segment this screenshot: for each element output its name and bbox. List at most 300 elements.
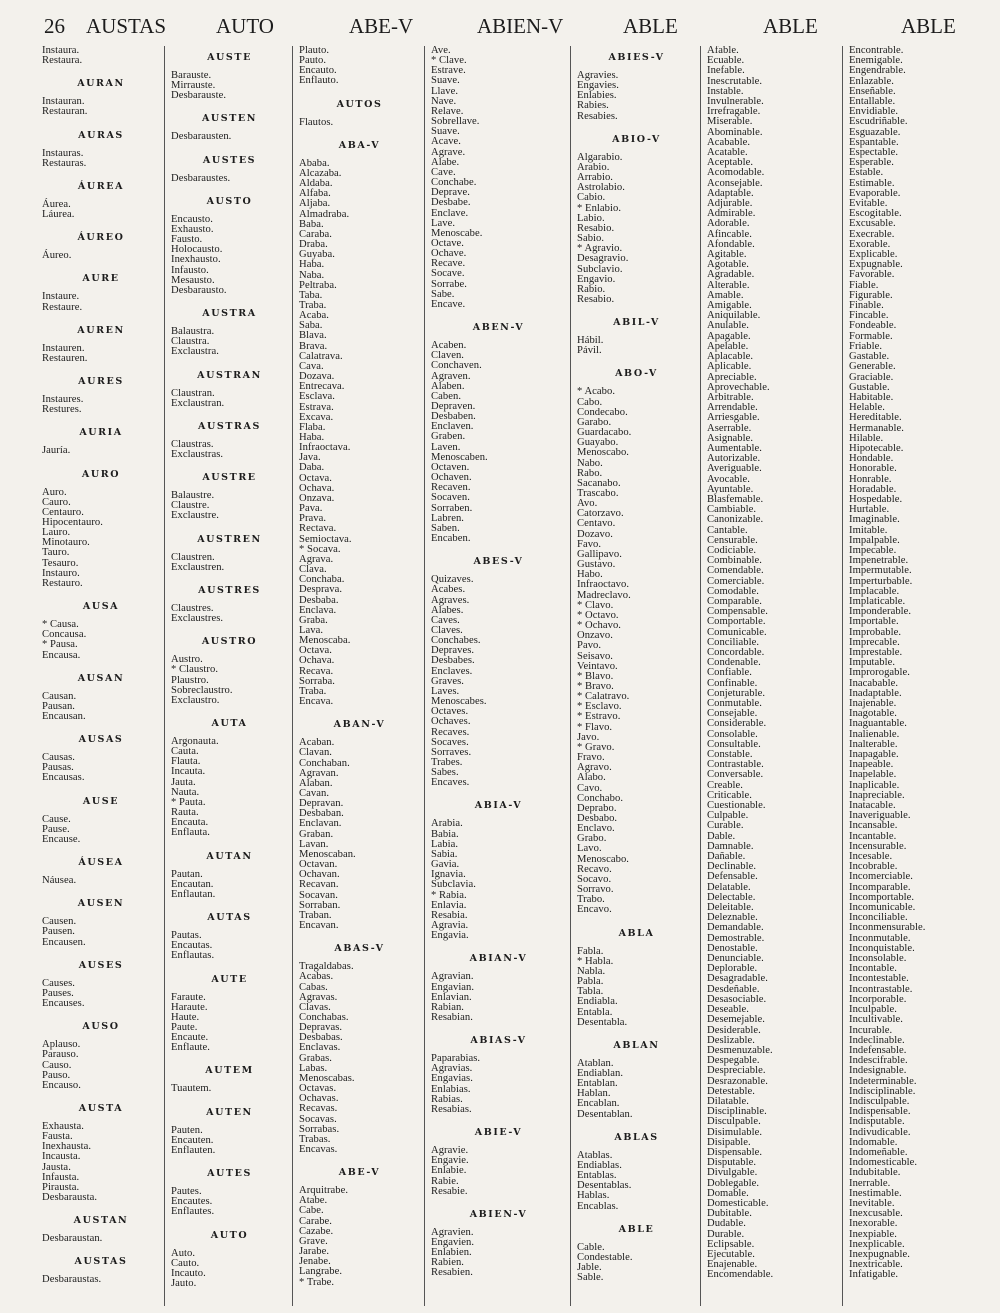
word-entry: Sorraban. (299, 899, 341, 911)
word-entry: Garabo. (577, 416, 612, 428)
column-4 (424, 46, 570, 1306)
word-entry: Delatable. (707, 881, 751, 893)
word-entry: Auro. (42, 486, 67, 498)
word-entry: Instaures. (42, 394, 84, 406)
word-entry: Causo. (42, 1059, 72, 1071)
word-entry: Ave. (431, 46, 451, 56)
word-entry: Guardacabo. (577, 427, 632, 439)
word-entry: Socavas. (299, 1113, 337, 1125)
word-entry: Inexhausto. (171, 254, 221, 266)
rhyme-heading: AUSAN (77, 672, 125, 684)
word-entry: Quizaves. (431, 574, 474, 586)
word-entry: Encontrable. (849, 46, 904, 56)
word-entry: Aplacable. (707, 351, 754, 363)
word-entry: * Gravo. (577, 741, 615, 753)
word-entry: Conchaba. (299, 574, 345, 586)
running-head-word: ABIEN-V (477, 14, 564, 38)
word-entry: Haba. (299, 259, 325, 271)
word-entry: Inapeable. (849, 759, 894, 771)
word-entry: Jauría. (42, 445, 71, 457)
word-entry: Inapelable. (849, 769, 897, 781)
word-entry: Encava. (299, 696, 334, 708)
word-entry: Estrave. (431, 65, 466, 77)
word-entry: Desbarauste. (171, 90, 227, 102)
rhyme-heading: AUSTRES (198, 584, 261, 596)
word-entry: Enajenable. (707, 1259, 758, 1271)
word-entry: Sorrabe. (431, 278, 467, 290)
word-entry: Agraves. (431, 594, 470, 606)
word-entry: Depraven. (431, 401, 476, 412)
word-entry: Entablan. (577, 1078, 618, 1090)
word-entry: Eclipsable. (707, 1238, 755, 1250)
column-1 (36, 46, 164, 1306)
rhyme-heading: ABLAN (613, 1039, 660, 1051)
word-entry: Fausta. (42, 1131, 73, 1143)
word-entry: Clavas. (299, 1001, 331, 1013)
word-entry: Agraven. (431, 370, 471, 382)
word-entry: * Esclavo. (577, 701, 622, 713)
word-entry: Entablas. (577, 1170, 617, 1182)
word-entry: Ochava. (299, 482, 335, 494)
word-entry: * Enlabio. (577, 202, 622, 214)
word-entry: Enlabies. (577, 90, 617, 102)
word-entry: Desbarausten. (171, 131, 232, 143)
word-entry: Inaguantable. (849, 718, 908, 730)
word-entry: * Agravio. (577, 243, 623, 255)
word-entry: Condecabo. (577, 406, 628, 418)
word-entry: Invulnerable. (707, 96, 764, 108)
word-entry: Nauta. (171, 786, 200, 798)
word-entry: Desprava. (299, 584, 343, 596)
word-entry: Finable. (849, 300, 884, 312)
word-entry: Conchabe. (431, 177, 477, 189)
rhyme-heading: ABE-V (338, 1167, 381, 1179)
word-entry: Indefensable. (849, 1044, 907, 1056)
word-entry: * Bravo. (577, 680, 614, 692)
word-entry: Rabo. (577, 467, 603, 479)
word-entry: Inexpiable. (849, 1228, 897, 1240)
word-entry: Desbaban. (299, 808, 344, 820)
rhyme-heading: AUSTRAN (197, 369, 262, 381)
word-entry: Declinable. (707, 861, 757, 873)
word-entry: Inexplicable. (849, 1238, 905, 1250)
rhyme-heading: AUSA (82, 601, 120, 613)
word-entry: Hipotecable. (849, 442, 904, 454)
word-entry: Octave. (431, 237, 464, 249)
word-entry: Indubitable. (849, 1167, 901, 1179)
word-entry: Pávil. (577, 345, 602, 357)
word-entry: Enclaven. (431, 421, 474, 433)
word-entry: Encavan. (299, 920, 339, 932)
word-entry: Arbitrable. (707, 391, 754, 403)
word-entry: Lave. (431, 217, 456, 229)
word-entry: Madreclavo. (577, 589, 631, 601)
word-entry: Claustran. (171, 387, 215, 399)
word-entry: Honorable. (849, 463, 897, 475)
word-entry: Menoscaban. (299, 848, 356, 860)
rhyme-heading: AUSAS (78, 734, 124, 746)
rhyme-heading: AUSTRA (202, 308, 257, 320)
word-entry: Agitable. (707, 249, 747, 261)
word-entry: Langrabe. (299, 1266, 343, 1278)
word-entry: Confinable. (707, 677, 758, 689)
word-entry: Fabla. (577, 945, 604, 957)
word-entry: Tuautem. (171, 1083, 212, 1095)
word-entry: Aconsejable. (707, 177, 763, 189)
word-entry: Cabo. (577, 396, 603, 408)
word-entry: Pauses. (42, 987, 74, 999)
word-entry: Jauto. (171, 1278, 197, 1289)
word-entry: Relave. (431, 105, 464, 117)
word-entry: Desbaba. (299, 594, 339, 606)
rhyme-heading: AUTES (207, 1168, 252, 1180)
word-entry: Ochave. (431, 248, 467, 260)
word-entry: Octaven. (431, 461, 470, 473)
word-entry: Inexhausta. (42, 1141, 92, 1153)
word-entry: Desbaben. (431, 411, 476, 423)
word-entry: Enclaves. (431, 665, 473, 677)
word-entry: Entabla. (577, 1006, 613, 1018)
word-entry: Enlabien. (431, 1247, 472, 1259)
word-entry: Amable. (707, 289, 744, 301)
word-entry: Brava. (299, 340, 328, 352)
word-entry: Constable. (707, 749, 753, 761)
word-entry: Deslizable. (707, 1034, 755, 1046)
word-entry: Incontrastable. (849, 983, 913, 995)
word-entry: Atabe. (299, 1195, 328, 1207)
word-entry: Paute. (171, 1021, 198, 1033)
word-entry: Engavias. (431, 1073, 473, 1085)
word-entry: Denostable. (707, 942, 758, 954)
rhyme-heading: ABIA-V (474, 800, 523, 812)
word-entry: Menoscabe. (431, 227, 483, 239)
word-entry: Anulable. (707, 320, 749, 332)
word-entry: Desagradable. (707, 973, 768, 985)
word-entry: Grabas. (299, 1052, 333, 1064)
word-entry: Incomerciable. (849, 871, 913, 883)
word-entry: Claustra. (171, 336, 210, 348)
word-entry: Recavas. (299, 1103, 338, 1115)
rhyme-heading: AURAN (77, 78, 125, 90)
word-entry: Enlazable. (849, 75, 894, 87)
word-entry: Exhausta. (42, 1120, 84, 1132)
word-entry: Recava. (299, 665, 334, 677)
word-entry: Explicable. (849, 249, 898, 261)
word-entry: Imputable. (849, 657, 896, 669)
word-entry: Inacabable. (849, 677, 899, 689)
running-head-word: ABLE (901, 14, 956, 38)
word-entry: Rabias. (431, 1093, 463, 1105)
word-entry: Indomesticable. (849, 1157, 918, 1169)
word-entry: Expugnable. (849, 259, 903, 271)
word-entry: Graba. (299, 614, 328, 626)
word-entry: Fiable. (849, 279, 879, 291)
word-entry: Inagotable. (849, 708, 897, 720)
word-entry: Astrolabio. (577, 182, 625, 194)
word-entry: Impalpable. (849, 534, 900, 546)
word-entry: Inconciliable. (849, 912, 908, 924)
word-entry: Labren. (431, 512, 464, 524)
word-entry: Friable. (849, 340, 883, 352)
word-entry: Dozavo. (577, 528, 613, 540)
word-entry: Cable. (577, 1241, 605, 1253)
word-entry: Austro. (171, 654, 203, 666)
running-head-word: AUTO (216, 14, 274, 38)
word-entry: Sorraben. (431, 502, 473, 514)
word-entry: Alabe. (431, 156, 460, 168)
word-entry: Agrava. (299, 553, 334, 565)
word-entry: Cauro. (42, 496, 71, 508)
word-entry: * Estravo. (577, 711, 621, 723)
word-entry: Pautas. (171, 930, 202, 942)
word-entry: Encausto. (171, 213, 213, 225)
word-entry: * Clavo. (577, 599, 614, 611)
word-entry: Instaure. (42, 291, 80, 303)
word-entry: Pauto. (299, 55, 327, 67)
word-entry: Acatable. (707, 147, 748, 159)
word-entry: Restauras. (42, 157, 87, 169)
word-entry: Rauta. (171, 807, 199, 819)
word-entry: Desasociable. (707, 993, 767, 1005)
word-entry: Engavies. (577, 80, 619, 92)
word-entry: * Calatravo. (577, 691, 630, 703)
word-entry: Evaporable. (849, 187, 901, 199)
word-entry: Recave. (431, 258, 466, 270)
word-entry: Comportable. (707, 616, 766, 628)
rhyme-heading: ABLA (618, 927, 655, 939)
rhyme-heading: AUTE (211, 973, 248, 985)
word-entry: Sobreclaustro. (171, 684, 233, 696)
word-entry: Pause. (42, 823, 70, 835)
word-entry: Rabien. (431, 1257, 465, 1269)
rhyme-heading: AUSTRE (202, 472, 257, 484)
word-entry: Cabio. (577, 192, 606, 204)
rhyme-heading: AURIA (79, 427, 123, 439)
word-entry: * Socava. (299, 543, 341, 555)
word-entry: Acaben. (431, 340, 467, 352)
word-entry: Enflauto. (299, 75, 339, 87)
word-entry: Imprestable. (849, 646, 903, 658)
word-entry: Menoscabas. (299, 1072, 355, 1084)
word-entry: Deleitable. (707, 902, 754, 914)
word-entry: Resabio. (577, 293, 615, 305)
word-entry: Aprovechable. (707, 381, 770, 393)
word-entry: Impenetrable. (849, 555, 909, 567)
word-entry: Gustable. (849, 381, 890, 393)
word-entry: Indivudicable. (849, 1126, 911, 1138)
word-entry: Desbabe. (431, 197, 471, 209)
word-entry: Acaban. (299, 737, 335, 749)
word-entry: Escudriñable. (849, 116, 908, 128)
word-entry: Menoscabo. (577, 447, 629, 459)
word-entry: Instable. (707, 85, 744, 97)
word-entry: Escogitable. (849, 208, 902, 220)
word-entry: Incensurable. (849, 840, 907, 852)
word-entry: Favo. (577, 538, 602, 550)
word-entry: Inalienable. (849, 728, 900, 740)
word-entry: Labia. (431, 838, 459, 850)
word-entry: Grabo. (577, 833, 607, 845)
word-entry: Incomportable. (849, 891, 915, 903)
word-entry: Nabla. (577, 965, 606, 977)
word-entry: Desentabla. (577, 1016, 628, 1028)
word-entry: Flautos. (299, 116, 334, 128)
word-entry: Condestable. (577, 1251, 633, 1263)
word-entry: Afable. (707, 46, 739, 56)
word-entry: Grave. (299, 1235, 328, 1247)
word-entry: Combinable. (707, 555, 762, 567)
word-entry: Habo. (577, 569, 603, 581)
word-entry: Encauten. (171, 1134, 214, 1146)
rhyme-heading: ABIO-V (612, 133, 661, 145)
word-entry: Agravo. (577, 762, 612, 774)
word-entry: Depravas. (299, 1022, 343, 1034)
word-entry: Asignable. (707, 432, 754, 444)
rhyme-heading: ABAN-V (333, 719, 386, 731)
word-entry: Incansable. (849, 820, 898, 832)
word-entry: Guyaba. (299, 249, 335, 261)
word-entry: Sobrellave. (431, 116, 480, 128)
word-entry: Miserable. (707, 116, 753, 128)
word-entry: Aceptable. (707, 157, 754, 169)
word-entry: Enclavas. (299, 1042, 341, 1054)
word-entry: Balaustre. (171, 490, 215, 502)
word-entry: Aniquilable. (707, 310, 761, 322)
word-entry: Rabian. (431, 1001, 465, 1013)
word-entry: Imprecable. (849, 636, 900, 648)
word-entry: Ayuntable. (707, 483, 754, 495)
word-entry: Contrastable. (707, 759, 764, 771)
word-entry: Cauta. (171, 746, 199, 758)
word-entry: Imaginable. (849, 514, 900, 526)
word-entry: Octavas. (299, 1083, 337, 1095)
word-entry: Trabo. (577, 894, 605, 906)
word-entry: Desbaraustes. (171, 172, 231, 184)
word-entry: Agravien. (431, 1226, 474, 1238)
word-entry: Restauro. (42, 577, 83, 589)
word-entry: Exclaustro. (171, 694, 220, 706)
word-entry: Fausto. (171, 234, 203, 246)
word-entry: Baba. (299, 218, 324, 230)
word-entry: Inadaptable. (849, 687, 902, 699)
word-entry: Resabie. (431, 1185, 468, 1197)
rhyme-heading: AUSTAN (73, 1215, 129, 1227)
word-entry: Alabes. (431, 604, 464, 616)
word-entry: Graben. (431, 431, 466, 443)
word-entry: Barauste. (171, 70, 212, 81)
word-entry: Inexpugnable. (849, 1248, 910, 1260)
word-entry: Depravan. (299, 798, 344, 810)
word-entry: Conchaven. (431, 360, 482, 372)
word-entry: Incomparable. (849, 881, 911, 893)
word-entry: Recaven. (431, 482, 471, 494)
word-entry: Náusea. (42, 875, 77, 887)
word-entry: Encaben. (431, 533, 471, 545)
word-entry: Cause. (42, 813, 71, 825)
rhyme-heading: AUTEM (205, 1065, 254, 1077)
word-entry: Alaban. (299, 777, 333, 789)
word-entry: Exclaustre. (171, 510, 219, 522)
word-entry: Indisculpable. (849, 1095, 910, 1107)
word-entry: * Pausa. (42, 639, 78, 651)
word-entry: Imponderable. (849, 606, 912, 618)
word-entry: Depraves. (431, 645, 475, 657)
word-entry: Causas. (42, 752, 76, 764)
word-entry: Conchabes. (431, 635, 481, 647)
word-entry: Exclaustres. (171, 613, 224, 625)
word-entry: * Octavo. (577, 609, 619, 621)
word-entry: * Ochavo. (577, 620, 621, 632)
word-entry: Conciliable. (707, 636, 760, 648)
rhyme-heading: AUTAS (207, 912, 252, 924)
word-entry: Desbabas. (299, 1032, 343, 1044)
word-entry: Horadable. (849, 483, 897, 495)
word-entry: Lavan. (299, 838, 329, 850)
word-entry: Indispensable. (849, 1106, 911, 1118)
word-entry: Pirausta. (42, 1181, 80, 1193)
word-entry: Restauran. (42, 106, 88, 118)
word-entry: Estrava. (299, 401, 334, 413)
word-entry: Haute. (171, 1011, 200, 1023)
word-entry: Inconmutable. (849, 932, 911, 944)
rhyme-heading: AUSE (82, 795, 120, 807)
word-entry: Enflautes. (171, 1206, 215, 1218)
word-entry: Socavo. (577, 873, 612, 885)
word-entry: Desmenuzable. (707, 1044, 773, 1056)
word-entry: Exclaustren. (171, 561, 225, 573)
word-entry: Resabias. (431, 1103, 472, 1115)
rhyme-heading: ABIEN-V (469, 1208, 528, 1220)
word-entry: Hospedable. (849, 493, 903, 505)
running-head-word: ABLE (763, 14, 818, 38)
word-entry: Centauro. (42, 506, 84, 518)
word-entry: Haba. (299, 432, 325, 443)
word-entry: Endiabla. (577, 996, 618, 1008)
word-entry: Enflautas. (171, 950, 215, 962)
word-entry: Traba. (299, 299, 327, 311)
word-entry: Importable. (849, 616, 899, 628)
word-entry: Espectable. (849, 147, 899, 159)
word-entry: Desentablan. (577, 1108, 633, 1120)
word-entry: Áureo. (42, 250, 72, 262)
word-entry: Claustre. (171, 500, 210, 512)
word-entry: Auto. (171, 1247, 196, 1259)
word-entry: Demandable. (707, 922, 764, 934)
word-entry: Draba. (299, 239, 328, 251)
rhyme-heading: ÁUSEA (78, 857, 124, 869)
word-entry: Deprabo. (577, 802, 617, 814)
word-entry: Hermanable. (849, 422, 904, 434)
word-entry: Sabes. (431, 767, 459, 779)
word-entry: Encavas. (299, 1144, 338, 1155)
word-entry: Conmutable. (707, 698, 762, 709)
word-entry: Carabe. (299, 1215, 332, 1227)
word-entry: Inapagable. (849, 749, 899, 761)
word-entry: Defensable. (707, 871, 758, 883)
word-entry: Comunicable. (707, 626, 767, 638)
word-entry: Cauto. (171, 1257, 200, 1269)
word-entry: Blasfemable. (707, 493, 764, 505)
word-entry: Jarabe. (299, 1246, 330, 1258)
word-entry: Dable. (707, 830, 736, 842)
word-entry: Helable. (849, 402, 885, 414)
rhyme-heading: AUSEN (77, 898, 125, 910)
word-entry: Acave. (431, 136, 462, 148)
word-entry: Tabla. (577, 986, 604, 998)
word-entry: Octava. (299, 645, 332, 657)
word-entry: Desiderable. (707, 1024, 761, 1036)
word-columns (36, 46, 994, 1306)
